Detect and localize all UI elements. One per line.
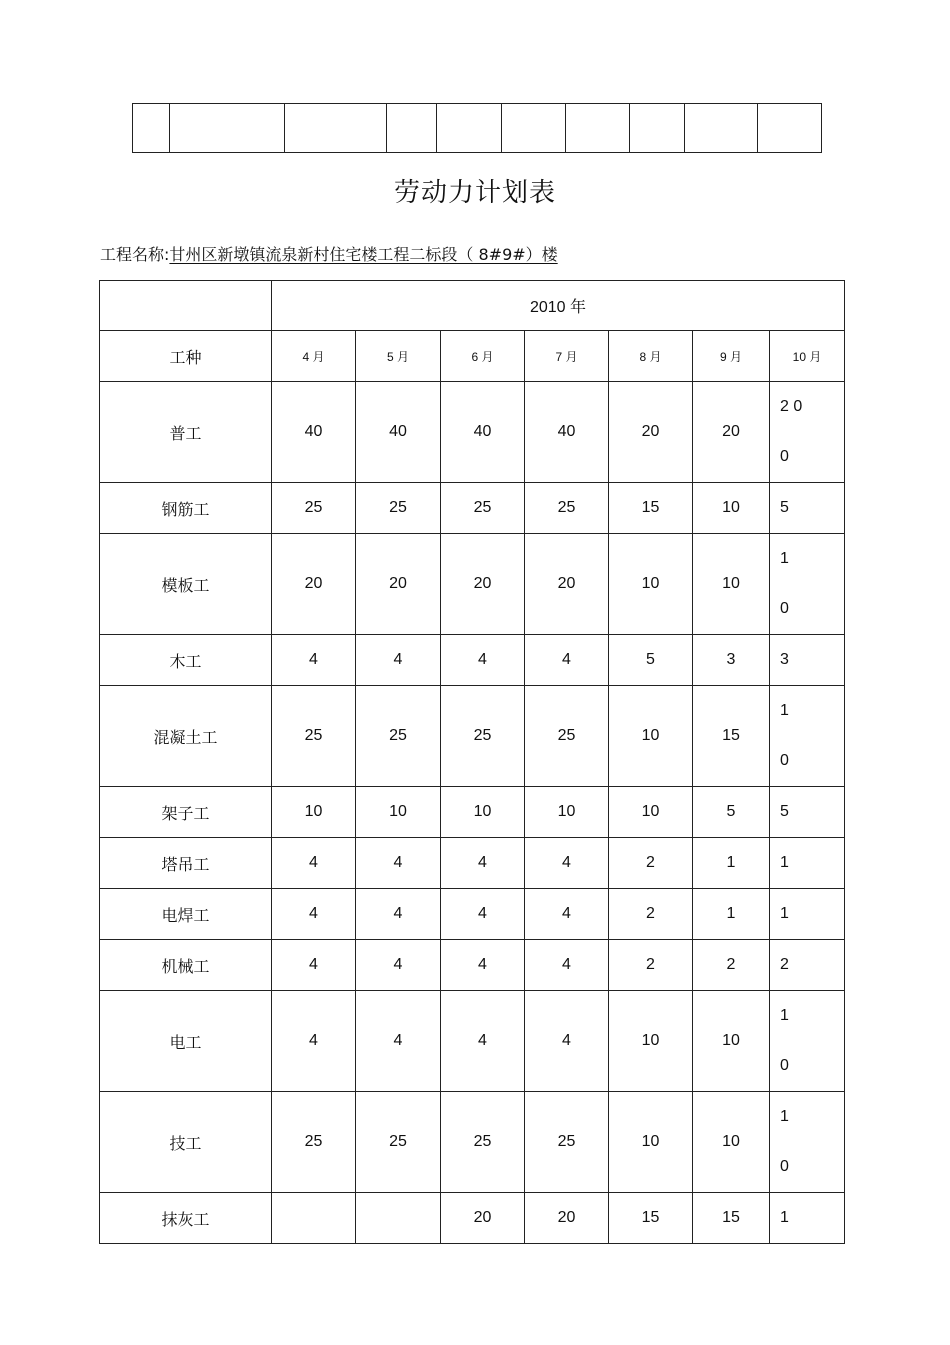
value-cell: 1	[693, 889, 770, 940]
month-header: 9 月	[693, 331, 770, 382]
table-row	[100, 787, 845, 838]
value-cell: 10	[693, 534, 770, 635]
value-cell: 25	[272, 483, 356, 534]
value-cell: 4	[525, 635, 609, 686]
value-cell: 40	[356, 382, 441, 483]
worker-type-cell: 电工	[100, 991, 272, 1092]
value-cell: 4	[356, 991, 441, 1092]
october-value-cell: 1 0	[770, 1092, 845, 1193]
value-cell: 4	[356, 838, 441, 889]
value-cell: 10	[525, 787, 609, 838]
value-cell: 4	[525, 889, 609, 940]
value-cell: 4	[272, 889, 356, 940]
value-cell: 4	[272, 940, 356, 991]
value-cell: 5	[609, 635, 693, 686]
october-value-cell: 5	[770, 483, 845, 534]
october-value-cell: 1 0	[770, 686, 845, 787]
strip-cell	[566, 104, 630, 153]
worker-type-cell: 钢筋工	[100, 483, 272, 534]
value-cell: 25	[356, 686, 441, 787]
worker-type-cell: 普工	[100, 382, 272, 483]
strip-cell	[758, 104, 822, 153]
october-value-cell: 1	[770, 889, 845, 940]
october-value-cell: 2 0 0	[770, 382, 845, 483]
value-cell: 25	[272, 686, 356, 787]
month-header: 7 月	[525, 331, 609, 382]
table-row	[100, 635, 845, 686]
month-header: 5 月	[356, 331, 441, 382]
value-cell: 4	[525, 991, 609, 1092]
value-cell: 10	[356, 787, 441, 838]
october-value-cell: 1	[770, 838, 845, 889]
value-cell: 4	[272, 991, 356, 1092]
worker-type-cell: 架子工	[100, 787, 272, 838]
strip-cell	[502, 104, 566, 153]
table-row	[100, 991, 845, 1092]
value-cell: 20	[272, 534, 356, 635]
table-row	[100, 534, 845, 635]
value-cell: 40	[441, 382, 525, 483]
month-header: 6 月	[441, 331, 525, 382]
value-cell: 25	[441, 686, 525, 787]
value-cell: 4	[356, 940, 441, 991]
value-cell: 10	[272, 787, 356, 838]
value-cell: 25	[441, 1092, 525, 1193]
worker-type-cell: 模板工	[100, 534, 272, 635]
value-cell: 10	[609, 991, 693, 1092]
value-cell: 20	[609, 382, 693, 483]
worker-type-cell: 技工	[100, 1092, 272, 1193]
month-header-row	[100, 331, 845, 382]
value-cell: 3	[693, 635, 770, 686]
table-row	[100, 483, 845, 534]
strip-cell	[437, 104, 502, 153]
value-cell: 4	[272, 635, 356, 686]
value-cell: 4	[356, 635, 441, 686]
value-cell: 4	[441, 889, 525, 940]
table-row	[100, 1092, 845, 1193]
value-cell: 4	[441, 940, 525, 991]
value-cell: 2	[609, 838, 693, 889]
value-cell: 4	[525, 838, 609, 889]
value-cell: 2	[609, 889, 693, 940]
worker-type-cell: 塔吊工	[100, 838, 272, 889]
value-cell: 25	[356, 483, 441, 534]
value-cell: 40	[525, 382, 609, 483]
value-cell: 10	[609, 1092, 693, 1193]
worker-type-cell: 电焊工	[100, 889, 272, 940]
value-cell: 10	[441, 787, 525, 838]
corner-cell	[100, 281, 272, 331]
value-cell: 10	[693, 483, 770, 534]
value-cell: 25	[356, 1092, 441, 1193]
october-value-cell: 1	[770, 1193, 845, 1244]
table-row	[100, 838, 845, 889]
value-cell: 15	[609, 1193, 693, 1244]
value-cell: 20	[441, 1193, 525, 1244]
strip-cell	[285, 104, 387, 153]
value-cell: 10	[609, 534, 693, 635]
value-cell	[356, 1193, 441, 1244]
year-header: 2010 年	[272, 281, 845, 331]
value-cell: 10	[693, 991, 770, 1092]
project-label: 工程名称:	[100, 245, 170, 264]
top-empty-strip	[132, 103, 822, 153]
value-cell: 4	[356, 889, 441, 940]
value-cell: 25	[525, 483, 609, 534]
table-row	[100, 940, 845, 991]
value-cell: 4	[441, 991, 525, 1092]
october-value-cell: 3	[770, 635, 845, 686]
value-cell: 25	[525, 686, 609, 787]
value-cell: 15	[693, 1193, 770, 1244]
value-cell: 10	[609, 686, 693, 787]
table-row	[100, 382, 845, 483]
value-cell: 25	[525, 1092, 609, 1193]
value-cell: 40	[272, 382, 356, 483]
value-cell: 15	[609, 483, 693, 534]
value-cell: 25	[272, 1092, 356, 1193]
value-cell: 20	[441, 534, 525, 635]
strip-cell	[133, 104, 170, 153]
value-cell: 20	[525, 534, 609, 635]
value-cell: 10	[693, 1092, 770, 1193]
value-cell: 2	[693, 940, 770, 991]
value-cell: 4	[272, 838, 356, 889]
value-cell	[272, 1193, 356, 1244]
value-cell: 4	[441, 635, 525, 686]
worker-type-cell: 混凝土工	[100, 686, 272, 787]
october-value-cell: 1 0	[770, 991, 845, 1092]
strip-cell	[630, 104, 685, 153]
value-cell: 10	[609, 787, 693, 838]
strip-cell	[387, 104, 437, 153]
table-row	[100, 686, 845, 787]
value-cell: 4	[441, 838, 525, 889]
value-cell: 20	[525, 1193, 609, 1244]
worker-type-cell: 木工	[100, 635, 272, 686]
october-value-cell: 1 0	[770, 534, 845, 635]
value-cell: 1	[693, 838, 770, 889]
month-header: 10 月	[770, 331, 845, 382]
month-header: 8 月	[609, 331, 693, 382]
value-cell: 4	[525, 940, 609, 991]
table-row	[100, 889, 845, 940]
strip-cell	[685, 104, 758, 153]
project-name: 甘州区新墩镇流泉新村住宅楼工程二标段（ 8#9#）楼	[169, 245, 558, 264]
value-cell: 5	[693, 787, 770, 838]
worker-type-cell: 抹灰工	[100, 1193, 272, 1244]
project-line	[100, 242, 558, 265]
october-value-cell: 5	[770, 787, 845, 838]
value-cell: 15	[693, 686, 770, 787]
value-cell: 20	[356, 534, 441, 635]
strip-cell	[170, 104, 285, 153]
labor-plan-table	[99, 280, 845, 1244]
value-cell: 2	[609, 940, 693, 991]
october-value-cell: 2	[770, 940, 845, 991]
month-header: 4 月	[272, 331, 356, 382]
value-cell: 20	[693, 382, 770, 483]
year-row	[100, 281, 845, 331]
type-header: 工种	[100, 331, 272, 382]
worker-type-cell: 机械工	[100, 940, 272, 991]
page-title: 劳动力计划表	[393, 178, 556, 208]
value-cell: 25	[441, 483, 525, 534]
table-row	[100, 1193, 845, 1244]
